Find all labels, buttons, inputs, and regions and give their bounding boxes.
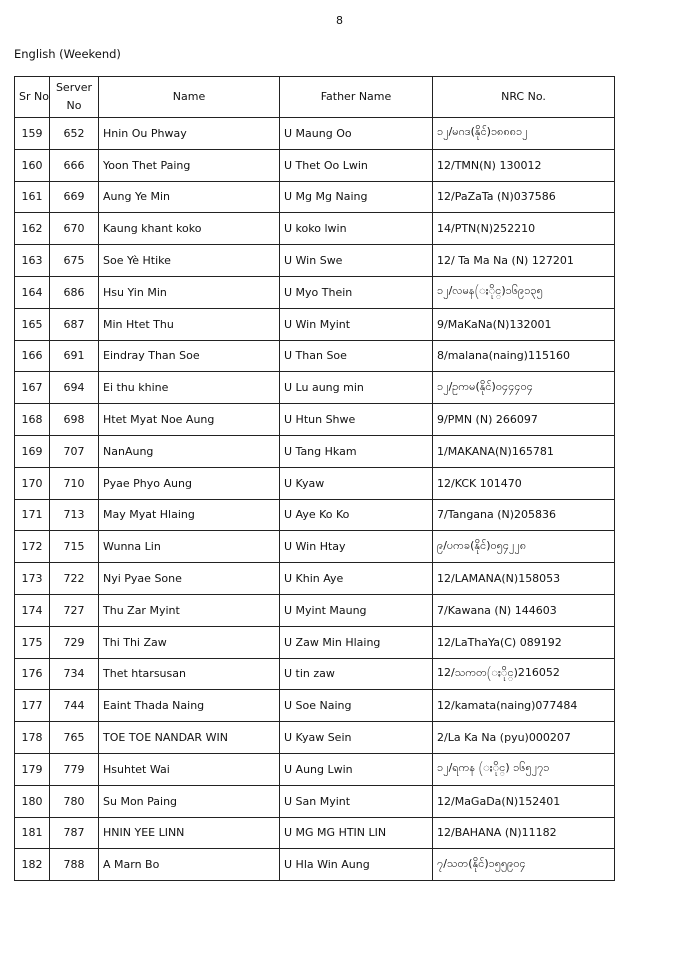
header-father-name: Father Name bbox=[280, 77, 433, 118]
cell-sr-no: 164 bbox=[15, 276, 50, 308]
cell-father-name: U koko lwin bbox=[280, 213, 433, 245]
cell-nrc-no: 8/malana(naing)115160 bbox=[433, 340, 615, 372]
table-row bbox=[15, 531, 615, 563]
cell-sr-no: 172 bbox=[15, 531, 50, 563]
cell-father-name: U MG MG HTIN LIN bbox=[280, 817, 433, 849]
cell-nrc-no: 12/kamata(naing)077484 bbox=[433, 690, 615, 722]
cell-sr-no: 171 bbox=[15, 499, 50, 531]
cell-server-no: 686 bbox=[50, 276, 99, 308]
cell-father-name: U Tang Hkam bbox=[280, 435, 433, 467]
table-row bbox=[15, 658, 615, 690]
cell-server-no: 707 bbox=[50, 435, 99, 467]
cell-sr-no: 170 bbox=[15, 467, 50, 499]
cell-server-no: 710 bbox=[50, 467, 99, 499]
cell-sr-no: 160 bbox=[15, 149, 50, 181]
cell-nrc-no: 12/BAHANA (N)11182 bbox=[433, 817, 615, 849]
cell-sr-no: 178 bbox=[15, 722, 50, 754]
cell-father-name: U Win Htay bbox=[280, 531, 433, 563]
cell-sr-no: 182 bbox=[15, 849, 50, 881]
cell-nrc-no: 14/PTN(N)252210 bbox=[433, 213, 615, 245]
cell-father-name: U tin zaw bbox=[280, 658, 433, 690]
cell-nrc-no: 7/Tangana (N)205836 bbox=[433, 499, 615, 531]
cell-nrc-no: 9/PMN (N) 266097 bbox=[433, 404, 615, 436]
cell-name: Yoon Thet Paing bbox=[99, 149, 280, 181]
table-row bbox=[15, 181, 615, 213]
cell-nrc-no: 9/MaKaNa(N)132001 bbox=[433, 308, 615, 340]
cell-name: Hsuhtet Wai bbox=[99, 753, 280, 785]
cell-father-name: U Maung Oo bbox=[280, 118, 433, 150]
table-row bbox=[15, 626, 615, 658]
cell-name: Thet htarsusan bbox=[99, 658, 280, 690]
cell-server-no: 691 bbox=[50, 340, 99, 372]
cell-nrc-no: 7/Kawana (N) 144603 bbox=[433, 594, 615, 626]
table-row bbox=[15, 722, 615, 754]
table-row bbox=[15, 499, 615, 531]
cell-nrc-no: 12/LaThaYa(C) 089192 bbox=[433, 626, 615, 658]
cell-father-name: U Soe Naing bbox=[280, 690, 433, 722]
table-row bbox=[15, 340, 615, 372]
header-server-line2: No bbox=[66, 99, 82, 112]
cell-sr-no: 174 bbox=[15, 594, 50, 626]
page-number: 8 bbox=[336, 14, 343, 27]
cell-sr-no: 181 bbox=[15, 817, 50, 849]
cell-name: Hsu Yin Min bbox=[99, 276, 280, 308]
cell-sr-no: 168 bbox=[15, 404, 50, 436]
table-body bbox=[15, 118, 615, 881]
cell-father-name: U Than Soe bbox=[280, 340, 433, 372]
cell-server-no: 715 bbox=[50, 531, 99, 563]
cell-father-name: U Htun Shwe bbox=[280, 404, 433, 436]
section-title: English (Weekend) bbox=[14, 47, 121, 61]
cell-nrc-no: ၁၂/မဂဒ(နိုင်)၁၈၈၈၁၂ bbox=[433, 118, 615, 150]
cell-name: NanAung bbox=[99, 435, 280, 467]
cell-sr-no: 176 bbox=[15, 658, 50, 690]
cell-father-name: U Khin Aye bbox=[280, 563, 433, 595]
cell-father-name: U Win Swe bbox=[280, 245, 433, 277]
cell-father-name: U Myint Maung bbox=[280, 594, 433, 626]
cell-name: Hnin Ou Phway bbox=[99, 118, 280, 150]
cell-father-name: U San Myint bbox=[280, 785, 433, 817]
cell-sr-no: 177 bbox=[15, 690, 50, 722]
cell-server-no: 698 bbox=[50, 404, 99, 436]
cell-server-no: 734 bbox=[50, 658, 99, 690]
header-server-no bbox=[50, 77, 99, 118]
cell-sr-no: 167 bbox=[15, 372, 50, 404]
cell-server-no: 713 bbox=[50, 499, 99, 531]
cell-nrc-no: 12/TMN(N) 130012 bbox=[433, 149, 615, 181]
cell-server-no: 729 bbox=[50, 626, 99, 658]
cell-sr-no: 165 bbox=[15, 308, 50, 340]
cell-father-name: U Win Myint bbox=[280, 308, 433, 340]
table-header bbox=[15, 77, 615, 118]
table-row bbox=[15, 563, 615, 595]
cell-father-name: U Aye Ko Ko bbox=[280, 499, 433, 531]
cell-name: Wunna Lin bbox=[99, 531, 280, 563]
table-row bbox=[15, 817, 615, 849]
cell-name: Eindray Than Soe bbox=[99, 340, 280, 372]
cell-father-name: U Thet Oo Lwin bbox=[280, 149, 433, 181]
cell-father-name: U Mg Mg Naing bbox=[280, 181, 433, 213]
cell-name: Aung Ye Min bbox=[99, 181, 280, 213]
cell-sr-no: 162 bbox=[15, 213, 50, 245]
cell-server-no: 694 bbox=[50, 372, 99, 404]
cell-sr-no: 173 bbox=[15, 563, 50, 595]
cell-nrc-no: 1/MAKANA(N)165781 bbox=[433, 435, 615, 467]
cell-name: Min Htet Thu bbox=[99, 308, 280, 340]
cell-father-name: U Zaw Min Hlaing bbox=[280, 626, 433, 658]
cell-server-no: 722 bbox=[50, 563, 99, 595]
table-row bbox=[15, 372, 615, 404]
table-row bbox=[15, 149, 615, 181]
cell-server-no: 687 bbox=[50, 308, 99, 340]
cell-name: Thi Thi Zaw bbox=[99, 626, 280, 658]
table-row bbox=[15, 690, 615, 722]
cell-sr-no: 159 bbox=[15, 118, 50, 150]
cell-sr-no: 169 bbox=[15, 435, 50, 467]
cell-server-no: 727 bbox=[50, 594, 99, 626]
cell-server-no: 744 bbox=[50, 690, 99, 722]
cell-father-name: U Myo Thein bbox=[280, 276, 433, 308]
cell-name: Eaint Thada Naing bbox=[99, 690, 280, 722]
cell-name: Kaung khant koko bbox=[99, 213, 280, 245]
table-row bbox=[15, 213, 615, 245]
cell-father-name: U Kyaw Sein bbox=[280, 722, 433, 754]
cell-nrc-no: 12/သကတ(ႏိုင္)216052 bbox=[433, 658, 615, 690]
cell-nrc-no: 12/ Ta Ma Na (N) 127201 bbox=[433, 245, 615, 277]
table-row bbox=[15, 308, 615, 340]
cell-name: Soe Yè Htike bbox=[99, 245, 280, 277]
cell-father-name: U Aung Lwin bbox=[280, 753, 433, 785]
cell-name: Htet Myat Noe Aung bbox=[99, 404, 280, 436]
table-row bbox=[15, 245, 615, 277]
cell-sr-no: 163 bbox=[15, 245, 50, 277]
header-server-line1: Server bbox=[55, 81, 93, 94]
cell-server-no: 779 bbox=[50, 753, 99, 785]
cell-sr-no: 180 bbox=[15, 785, 50, 817]
table-row bbox=[15, 435, 615, 467]
header-name: Name bbox=[99, 77, 280, 118]
cell-server-no: 787 bbox=[50, 817, 99, 849]
cell-server-no: 675 bbox=[50, 245, 99, 277]
cell-father-name: U Kyaw bbox=[280, 467, 433, 499]
cell-father-name: U Lu aung min bbox=[280, 372, 433, 404]
cell-name: TOE TOE NANDAR WIN bbox=[99, 722, 280, 754]
cell-nrc-no: 2/La Ka Na (pyu)000207 bbox=[433, 722, 615, 754]
cell-server-no: 652 bbox=[50, 118, 99, 150]
cell-name: Su Mon Paing bbox=[99, 785, 280, 817]
cell-nrc-no: 12/MaGaDa(N)152401 bbox=[433, 785, 615, 817]
cell-nrc-no: ၁၂/လမန(ႏိုင္)၁၆၉၁၃၅ bbox=[433, 276, 615, 308]
cell-server-no: 765 bbox=[50, 722, 99, 754]
table-row bbox=[15, 785, 615, 817]
table-row bbox=[15, 594, 615, 626]
table-row bbox=[15, 849, 615, 881]
table-row bbox=[15, 118, 615, 150]
cell-nrc-no: ၁၂/ဥကမ(နိုင်)၀၄၄၄၀၄ bbox=[433, 372, 615, 404]
cell-sr-no: 179 bbox=[15, 753, 50, 785]
cell-name: May Myat Hlaing bbox=[99, 499, 280, 531]
cell-sr-no: 166 bbox=[15, 340, 50, 372]
cell-nrc-no: ၉/ပကခ(နိုင်)၀၅၄၂၂၈ bbox=[433, 531, 615, 563]
cell-nrc-no: ၁၂/ရကန (ႏိုင္) ၁၆၅၂၇၁ bbox=[433, 753, 615, 785]
cell-nrc-no: 12/PaZaTa (N)037586 bbox=[433, 181, 615, 213]
cell-name: HNIN YEE LINN bbox=[99, 817, 280, 849]
registration-table bbox=[14, 76, 615, 881]
cell-nrc-no: 12/LAMANA(N)158053 bbox=[433, 563, 615, 595]
cell-name: Ei thu khine bbox=[99, 372, 280, 404]
cell-name: A Marn Bo bbox=[99, 849, 280, 881]
table-row bbox=[15, 467, 615, 499]
table-row bbox=[15, 753, 615, 785]
cell-server-no: 669 bbox=[50, 181, 99, 213]
cell-nrc-no: 12/KCK 101470 bbox=[433, 467, 615, 499]
cell-server-no: 670 bbox=[50, 213, 99, 245]
cell-name: Nyi Pyae Sone bbox=[99, 563, 280, 595]
table-row bbox=[15, 276, 615, 308]
cell-father-name: U Hla Win Aung bbox=[280, 849, 433, 881]
table-row bbox=[15, 404, 615, 436]
cell-sr-no: 175 bbox=[15, 626, 50, 658]
cell-name: Thu Zar Myint bbox=[99, 594, 280, 626]
header-sr-no: Sr No bbox=[15, 77, 50, 118]
cell-server-no: 666 bbox=[50, 149, 99, 181]
header-nrc-no: NRC No. bbox=[433, 77, 615, 118]
cell-server-no: 780 bbox=[50, 785, 99, 817]
cell-sr-no: 161 bbox=[15, 181, 50, 213]
cell-server-no: 788 bbox=[50, 849, 99, 881]
cell-name: Pyae Phyo Aung bbox=[99, 467, 280, 499]
cell-nrc-no: ၇/သတ(နိုင်)၁၅၅၉၀၄ bbox=[433, 849, 615, 881]
